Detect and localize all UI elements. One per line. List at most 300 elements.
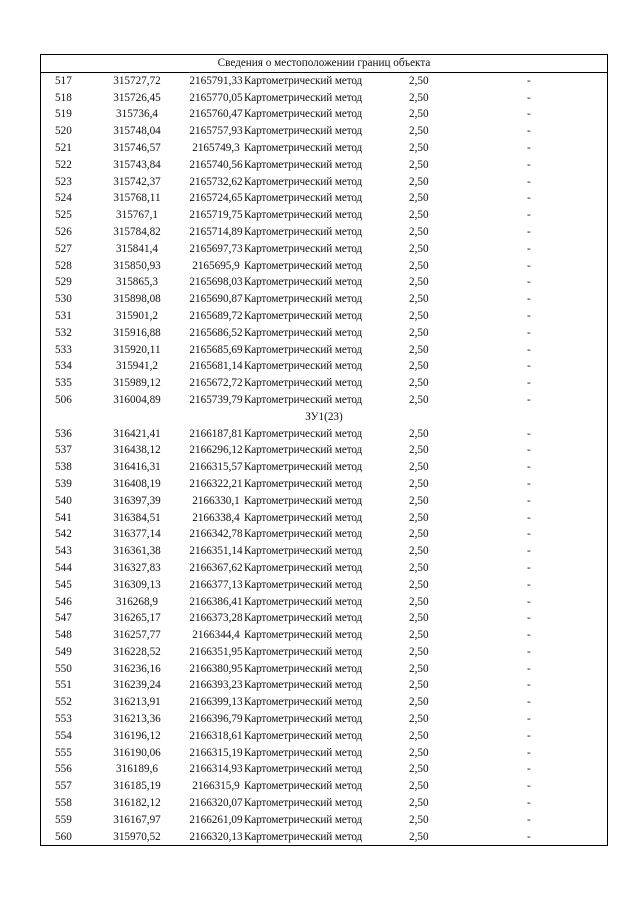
cell-method: Картометрический метод: [244, 74, 363, 87]
cell-coord-x: 316004,89: [113, 393, 161, 406]
table-row: [41, 207, 607, 224]
table-row: [41, 241, 607, 258]
cell-point-number: 521: [55, 141, 72, 154]
cell-method: Картометрический метод: [244, 209, 363, 222]
cell-empty-value: -: [527, 108, 531, 121]
cell-point-number: 547: [55, 612, 72, 625]
table-row: [41, 795, 607, 812]
cell-coord-y: 2166315,57: [189, 461, 243, 474]
cell-coord-x: 315941,2: [116, 360, 158, 373]
cell-coord-x: 315898,08: [113, 293, 161, 306]
cell-precision: 2,50: [409, 377, 429, 390]
cell-precision: 2,50: [409, 343, 429, 356]
cell-coord-y: 2165749,3: [192, 141, 240, 154]
cell-precision: 2,50: [409, 813, 429, 826]
cell-method: Картометрический метод: [244, 125, 363, 138]
cell-empty-value: -: [527, 175, 531, 188]
table-row: [41, 106, 607, 123]
cell-coord-y: 2166351,95: [189, 645, 243, 658]
table-row: [41, 661, 607, 678]
cell-coord-x: 316213,36: [113, 713, 161, 726]
cell-precision: 2,50: [409, 746, 429, 759]
cell-point-number: 523: [55, 175, 72, 188]
cell-coord-y: 2166320,07: [189, 797, 243, 810]
table-row: [41, 812, 607, 829]
cell-method: Картометрический метод: [244, 797, 363, 810]
cell-coord-x: 316185,19: [113, 780, 161, 793]
cell-precision: 2,50: [409, 780, 429, 793]
cell-precision: 2,50: [409, 209, 429, 222]
section-heading: ЗУ1(23): [305, 410, 343, 423]
cell-coord-x: 316408,19: [113, 477, 161, 490]
cell-coord-y: 2165739,79: [189, 393, 243, 406]
cell-method: Картометрический метод: [244, 461, 363, 474]
cell-empty-value: -: [527, 309, 531, 322]
cell-point-number: 519: [55, 108, 72, 121]
cell-method: Картометрический метод: [244, 511, 363, 524]
cell-precision: 2,50: [409, 561, 429, 574]
cell-precision: 2,50: [409, 763, 429, 776]
cell-coord-y: 2165719,75: [189, 209, 243, 222]
cell-empty-value: -: [527, 276, 531, 289]
cell-precision: 2,50: [409, 293, 429, 306]
cell-precision: 2,50: [409, 444, 429, 457]
cell-precision: 2,50: [409, 494, 429, 507]
cell-method: Картометрический метод: [244, 561, 363, 574]
cell-empty-value: -: [527, 158, 531, 171]
cell-method: Картометрический метод: [244, 293, 363, 306]
cell-empty-value: -: [527, 242, 531, 255]
cell-coord-x: 316182,12: [113, 797, 161, 810]
table-row: [41, 694, 607, 711]
cell-precision: 2,50: [409, 192, 429, 205]
cell-empty-value: -: [527, 780, 531, 793]
cell-coord-x: 316397,39: [113, 494, 161, 507]
cell-precision: 2,50: [409, 729, 429, 742]
cell-point-number: 531: [55, 309, 72, 322]
cell-coord-x: 316213,91: [113, 696, 161, 709]
table-row: [41, 577, 607, 594]
cell-coord-y: 2166393,23: [189, 679, 243, 692]
cell-empty-value: -: [527, 293, 531, 306]
cell-coord-y: 2166380,95: [189, 662, 243, 675]
cell-point-number: 524: [55, 192, 72, 205]
cell-coord-y: 2166344,4: [192, 629, 240, 642]
cell-coord-y: 2165770,05: [189, 91, 243, 104]
cell-method: Картометрический метод: [244, 595, 363, 608]
cell-coord-x: 316189,6: [116, 763, 158, 776]
cell-coord-y: 2166315,19: [189, 746, 243, 759]
cell-coord-y: 2165791,33: [189, 74, 243, 87]
cell-coord-y: 2165732,62: [189, 175, 243, 188]
cell-empty-value: -: [527, 91, 531, 104]
cell-method: Картометрический метод: [244, 393, 363, 406]
cell-point-number: 527: [55, 242, 72, 255]
cell-coord-y: 2165672,72: [189, 377, 243, 390]
cell-coord-x: 315727,72: [113, 74, 161, 87]
cell-precision: 2,50: [409, 612, 429, 625]
cell-coord-y: 2166320,13: [189, 830, 243, 843]
cell-precision: 2,50: [409, 326, 429, 339]
cell-method: Картометрический метод: [244, 645, 363, 658]
cell-coord-y: 2165760,47: [189, 108, 243, 121]
table-row: [41, 711, 607, 728]
cell-point-number: 554: [55, 729, 72, 742]
cell-coord-y: 2165685,69: [189, 343, 243, 356]
table-row: [41, 610, 607, 627]
table-row: [41, 123, 607, 140]
cell-point-number: 506: [55, 393, 72, 406]
cell-empty-value: -: [527, 477, 531, 490]
cell-coord-y: 2166399,13: [189, 696, 243, 709]
cell-coord-x: 316268,9: [116, 595, 158, 608]
cell-coord-x: 315767,1: [116, 209, 158, 222]
cell-coord-x: 315865,3: [116, 276, 158, 289]
cell-coord-x: 316377,14: [113, 528, 161, 541]
cell-empty-value: -: [527, 679, 531, 692]
cell-method: Картометрический метод: [244, 477, 363, 490]
cell-method: Картометрический метод: [244, 545, 363, 558]
cell-coord-y: 2166367,62: [189, 561, 243, 574]
table-row: [41, 644, 607, 661]
cell-point-number: 534: [55, 360, 72, 373]
cell-coord-y: 2166351,14: [189, 545, 243, 558]
cell-method: Картометрический метод: [244, 158, 363, 171]
cell-point-number: 542: [55, 528, 72, 541]
cell-coord-y: 2165724,65: [189, 192, 243, 205]
cell-coord-x: 316327,83: [113, 561, 161, 574]
cell-empty-value: -: [527, 259, 531, 272]
cell-coord-x: 315901,2: [116, 309, 158, 322]
cell-coord-x: 315742,37: [113, 175, 161, 188]
cell-point-number: 518: [55, 91, 72, 104]
cell-coord-x: 315736,4: [116, 108, 158, 121]
cell-point-number: 552: [55, 696, 72, 709]
cell-coord-y: 2166322,21: [189, 477, 243, 490]
cell-method: Картометрический метод: [244, 696, 363, 709]
cell-coord-x: 315970,52: [113, 830, 161, 843]
cell-method: Картометрический метод: [244, 444, 363, 457]
cell-coord-y: 2166314,93: [189, 763, 243, 776]
cell-empty-value: -: [527, 427, 531, 440]
table-row: [41, 224, 607, 241]
cell-coord-y: 2165740,56: [189, 158, 243, 171]
cell-point-number: 548: [55, 629, 72, 642]
cell-point-number: 536: [55, 427, 72, 440]
cell-coord-x: 316228,52: [113, 645, 161, 658]
cell-method: Картометрический метод: [244, 225, 363, 238]
cell-precision: 2,50: [409, 276, 429, 289]
table-row: [41, 375, 607, 392]
table-row: [41, 190, 607, 207]
table-row: [41, 560, 607, 577]
cell-point-number: 550: [55, 662, 72, 675]
cell-point-number: 532: [55, 326, 72, 339]
cell-method: Картометрический метод: [244, 830, 363, 843]
cell-point-number: 540: [55, 494, 72, 507]
cell-precision: 2,50: [409, 125, 429, 138]
table-row: [41, 761, 607, 778]
cell-method: Картометрический метод: [244, 746, 363, 759]
cell-point-number: 538: [55, 461, 72, 474]
cell-method: Картометрический метод: [244, 763, 363, 776]
cell-empty-value: -: [527, 595, 531, 608]
cell-empty-value: -: [527, 125, 531, 138]
cell-precision: 2,50: [409, 158, 429, 171]
cell-empty-value: -: [527, 225, 531, 238]
cell-precision: 2,50: [409, 545, 429, 558]
cell-coord-y: 2166386,41: [189, 595, 243, 608]
table-row: [41, 728, 607, 745]
table-row: [41, 677, 607, 694]
cell-method: Картометрический метод: [244, 729, 363, 742]
cell-precision: 2,50: [409, 141, 429, 154]
cell-empty-value: -: [527, 74, 531, 87]
cell-method: Картометрический метод: [244, 780, 363, 793]
cell-coord-x: 316438,12: [113, 444, 161, 457]
cell-method: Картометрический метод: [244, 343, 363, 356]
table-row: [41, 594, 607, 611]
cell-empty-value: -: [527, 393, 531, 406]
cell-empty-value: -: [527, 528, 531, 541]
table-row: [41, 493, 607, 510]
cell-precision: 2,50: [409, 679, 429, 692]
cell-point-number: 556: [55, 763, 72, 776]
cell-empty-value: -: [527, 326, 531, 339]
table-row: [41, 342, 607, 359]
table-row: [41, 308, 607, 325]
cell-empty-value: -: [527, 729, 531, 742]
cell-method: Картометрический метод: [244, 612, 363, 625]
cell-empty-value: -: [527, 141, 531, 154]
cell-point-number: 553: [55, 713, 72, 726]
table-row: [41, 258, 607, 275]
cell-empty-value: -: [527, 561, 531, 574]
cell-coord-x: 315784,82: [113, 225, 161, 238]
cell-coord-y: 2166261,09: [189, 813, 243, 826]
cell-coord-x: 316190,06: [113, 746, 161, 759]
cell-method: Картометрический метод: [244, 175, 363, 188]
cell-point-number: 551: [55, 679, 72, 692]
cell-empty-value: -: [527, 713, 531, 726]
cell-precision: 2,50: [409, 578, 429, 591]
cell-point-number: 558: [55, 797, 72, 810]
cell-coord-y: 2165757,93: [189, 125, 243, 138]
coordinates-table: [40, 54, 608, 846]
cell-method: Картометрический метод: [244, 528, 363, 541]
cell-empty-value: -: [527, 192, 531, 205]
cell-coord-x: 315920,11: [113, 343, 161, 356]
cell-coord-y: 2165690,87: [189, 293, 243, 306]
cell-precision: 2,50: [409, 629, 429, 642]
cell-point-number: 546: [55, 595, 72, 608]
cell-precision: 2,50: [409, 713, 429, 726]
cell-point-number: 525: [55, 209, 72, 222]
cell-point-number: 557: [55, 780, 72, 793]
cell-point-number: 555: [55, 746, 72, 759]
cell-method: Картометрический метод: [244, 259, 363, 272]
cell-precision: 2,50: [409, 662, 429, 675]
cell-method: Картометрический метод: [244, 629, 363, 642]
table-row: [41, 358, 607, 375]
cell-empty-value: -: [527, 612, 531, 625]
table-row: [41, 778, 607, 795]
cell-method: Картометрический метод: [244, 427, 363, 440]
table-row: [41, 291, 607, 308]
table-row: [41, 426, 607, 443]
cell-coord-x: 315726,45: [113, 91, 161, 104]
cell-point-number: 517: [55, 74, 72, 87]
cell-empty-value: -: [527, 209, 531, 222]
cell-precision: 2,50: [409, 696, 429, 709]
cell-method: Картометрический метод: [244, 326, 363, 339]
cell-precision: 2,50: [409, 427, 429, 440]
cell-coord-y: 2165681,14: [189, 360, 243, 373]
cell-method: Картометрический метод: [244, 713, 363, 726]
cell-point-number: 541: [55, 511, 72, 524]
cell-precision: 2,50: [409, 645, 429, 658]
cell-coord-x: 315841,4: [116, 242, 158, 255]
cell-point-number: 539: [55, 477, 72, 490]
cell-coord-x: 315768,11: [113, 192, 161, 205]
cell-method: Картометрический метод: [244, 813, 363, 826]
table-row: [41, 392, 607, 409]
cell-precision: 2,50: [409, 830, 429, 843]
cell-coord-x: 315746,57: [113, 141, 161, 154]
table-row: [41, 627, 607, 644]
cell-point-number: 543: [55, 545, 72, 558]
cell-method: Картометрический метод: [244, 662, 363, 675]
cell-coord-x: 315850,93: [113, 259, 161, 272]
cell-empty-value: -: [527, 696, 531, 709]
cell-empty-value: -: [527, 461, 531, 474]
cell-coord-y: 2166396,79: [189, 713, 243, 726]
cell-point-number: 522: [55, 158, 72, 171]
table-row: [41, 526, 607, 543]
cell-coord-y: 2165689,72: [189, 309, 243, 322]
table-row: [41, 459, 607, 476]
table-row: [41, 90, 607, 107]
cell-precision: 2,50: [409, 242, 429, 255]
cell-method: Картометрический метод: [244, 309, 363, 322]
cell-point-number: 544: [55, 561, 72, 574]
cell-coord-x: 315743,84: [113, 158, 161, 171]
cell-method: Картометрический метод: [244, 91, 363, 104]
table-row: [41, 274, 607, 291]
table-row: [41, 157, 607, 174]
cell-coord-x: 316416,31: [113, 461, 161, 474]
cell-precision: 2,50: [409, 225, 429, 238]
cell-point-number: 545: [55, 578, 72, 591]
cell-empty-value: -: [527, 763, 531, 776]
cell-method: Картометрический метод: [244, 192, 363, 205]
cell-coord-y: 2166318,61: [189, 729, 243, 742]
cell-coord-x: 315748,04: [113, 125, 161, 138]
cell-empty-value: -: [527, 797, 531, 810]
cell-empty-value: -: [527, 662, 531, 675]
cell-coord-x: 316167,97: [113, 813, 161, 826]
cell-precision: 2,50: [409, 309, 429, 322]
cell-empty-value: -: [527, 813, 531, 826]
cell-coord-y: 2166330,1: [192, 494, 240, 507]
cell-coord-y: 2166342,78: [189, 528, 243, 541]
cell-precision: 2,50: [409, 797, 429, 810]
cell-coord-x: 316239,24: [113, 679, 161, 692]
cell-precision: 2,50: [409, 259, 429, 272]
table-row: [41, 325, 607, 342]
cell-method: Картометрический метод: [244, 242, 363, 255]
cell-method: Картометрический метод: [244, 360, 363, 373]
cell-coord-x: 316421,41: [113, 427, 161, 440]
table-row: [41, 829, 607, 846]
cell-method: Картометрический метод: [244, 578, 363, 591]
cell-coord-y: 2165714,89: [189, 225, 243, 238]
cell-empty-value: -: [527, 511, 531, 524]
cell-empty-value: -: [527, 343, 531, 356]
cell-coord-y: 2166373,28: [189, 612, 243, 625]
cell-method: Картометрический метод: [244, 108, 363, 121]
cell-coord-y: 2166315,9: [192, 780, 240, 793]
cell-coord-x: 316309,13: [113, 578, 161, 591]
cell-empty-value: -: [527, 494, 531, 507]
cell-coord-y: 2166296,12: [189, 444, 243, 457]
cell-coord-y: 2165686,52: [189, 326, 243, 339]
cell-point-number: 537: [55, 444, 72, 457]
cell-empty-value: -: [527, 629, 531, 642]
cell-empty-value: -: [527, 645, 531, 658]
cell-empty-value: -: [527, 377, 531, 390]
cell-coord-x: 316384,51: [113, 511, 161, 524]
cell-coord-x: 315916,88: [113, 326, 161, 339]
table-title: Сведения о местоположении границ объекта: [41, 55, 607, 73]
cell-coord-x: 316265,17: [113, 612, 161, 625]
cell-coord-x: 316361,38: [113, 545, 161, 558]
cell-point-number: 529: [55, 276, 72, 289]
cell-empty-value: -: [527, 746, 531, 759]
cell-coord-y: 2166187,81: [189, 427, 243, 440]
cell-precision: 2,50: [409, 175, 429, 188]
table-row: [41, 140, 607, 157]
cell-precision: 2,50: [409, 511, 429, 524]
cell-precision: 2,50: [409, 393, 429, 406]
cell-coord-x: 316236,16: [113, 662, 161, 675]
table-row: [41, 442, 607, 459]
cell-empty-value: -: [527, 444, 531, 457]
cell-point-number: 549: [55, 645, 72, 658]
cell-point-number: 520: [55, 125, 72, 138]
cell-empty-value: -: [527, 830, 531, 843]
cell-coord-x: 316196,12: [113, 729, 161, 742]
cell-precision: 2,50: [409, 74, 429, 87]
cell-empty-value: -: [527, 578, 531, 591]
cell-point-number: 533: [55, 343, 72, 356]
cell-point-number: 528: [55, 259, 72, 272]
table-row: [41, 476, 607, 493]
cell-method: Картометрический метод: [244, 494, 363, 507]
cell-point-number: 530: [55, 293, 72, 306]
cell-coord-y: 2166338,4: [192, 511, 240, 524]
table-row: [41, 543, 607, 560]
cell-method: Картометрический метод: [244, 141, 363, 154]
cell-coord-y: 2165697,73: [189, 242, 243, 255]
cell-precision: 2,50: [409, 461, 429, 474]
table-row: [41, 174, 607, 191]
cell-coord-x: 315989,12: [113, 377, 161, 390]
cell-precision: 2,50: [409, 528, 429, 541]
cell-point-number: 559: [55, 813, 72, 826]
table-row: [41, 745, 607, 762]
cell-method: Картометрический метод: [244, 276, 363, 289]
